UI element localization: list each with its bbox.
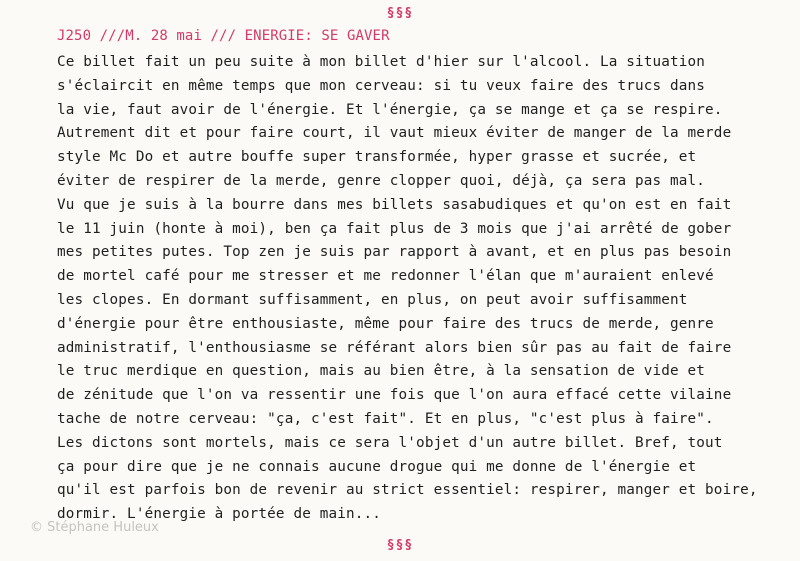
text-line: de zénitude que l'on va ressentir une fois que l'on aura effacé cette vilaine bbox=[57, 387, 732, 404]
text-line: les clopes. En dormant suffisamment, en plus, on peut avoir suffisamment bbox=[57, 291, 688, 308]
text-line: style Mc Do et autre bouffe super transformée, hyper grasse et sucrée, et bbox=[57, 149, 697, 166]
text-line: tache de notre cerveau: "ça, c'est fait". Et en plus, "c'est plus à faire". bbox=[57, 410, 714, 427]
copyright-watermark: © Stéphane Huleux bbox=[30, 520, 159, 535]
text-line: s'éclaircit en même temps que mon cerveau: si tu veux faire des trucs dans bbox=[57, 77, 706, 94]
text-line: Autrement dit et pour faire court, il vaut mieux éviter de manger de la merde bbox=[57, 125, 732, 142]
text-line: de mortel café pour me stresser et me redonner l'élan que m'auraient enlevé bbox=[57, 268, 714, 285]
body-text bbox=[57, 51, 787, 527]
text-line: mes petites putes. Top zen je suis par rapport à avant, et en plus pas besoin bbox=[57, 244, 732, 261]
text-line: le 11 juin (honte à moi), ben ça fait plus de 3 mois que j'ai arrêté de gober bbox=[57, 220, 732, 237]
text-line: dormir. L'énergie à portée de main... bbox=[57, 506, 382, 523]
text-line: Ce billet fait un peu suite à mon billet d'hier sur l'alcool. La situation bbox=[57, 54, 706, 70]
text-line: ça pour dire que je ne connais aucune drogue qui me donne de l'énergie et bbox=[57, 458, 697, 475]
text-line: Vu que je suis à la bourre dans mes billets sasabudiques et qu'on est en fait bbox=[57, 196, 732, 213]
text-line: qu'il est parfois bon de revenir au strict essentiel: respirer, manger et boire, bbox=[57, 482, 758, 499]
text-line: le truc merdique en question, mais au bien être, à la sensation de vide et bbox=[57, 363, 706, 380]
entry-heading: J250 ///M. 28 mai /// ENERGIE: SE GAVER bbox=[57, 28, 390, 44]
text-line: la vie, faut avoir de l'énergie. Et l'énergie, ça se mange et ça se respire. bbox=[57, 101, 723, 118]
text-line: éviter de respirer de la merde, genre clopper quoi, déjà, ça sera pas mal. bbox=[57, 172, 706, 189]
text-line: d'énergie pour être enthousiaste, même pour faire des trucs de merde, genre bbox=[57, 315, 714, 332]
section-marker-top: §§§ bbox=[386, 6, 414, 21]
text-line: administratif, l'enthousiasme se référant alors bien sûr pas au fait de faire bbox=[57, 339, 732, 356]
section-marker-bottom: §§§ bbox=[386, 538, 414, 553]
text-line: Les dictons sont mortels, mais ce sera l'objet d'un autre billet. Bref, tout bbox=[57, 434, 723, 451]
